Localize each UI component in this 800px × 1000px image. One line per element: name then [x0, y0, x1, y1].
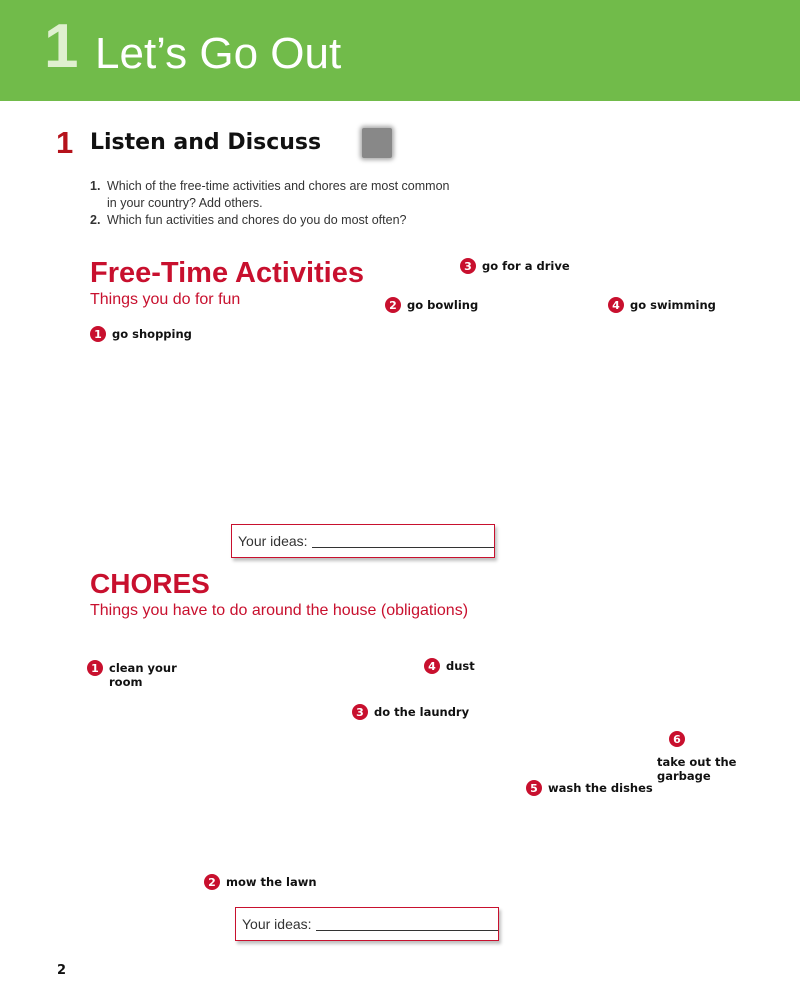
chore-item: [87, 660, 207, 689]
number-badge: 1: [87, 660, 103, 676]
instruction-item: [90, 212, 450, 229]
instruction-item: [90, 178, 450, 212]
activity-label: go for a drive: [482, 259, 570, 273]
chore-label: dust: [446, 659, 475, 673]
instructions: [90, 178, 450, 229]
unit-header: [0, 0, 800, 101]
number-badge: 2: [204, 874, 220, 890]
activity-item: [460, 258, 570, 274]
number-badge: 6: [669, 731, 685, 747]
number-badge: 4: [424, 658, 440, 674]
your-ideas-label: Your ideas:: [238, 533, 308, 549]
chore-item: [204, 874, 317, 890]
instruction-number: 2.: [90, 213, 101, 227]
section-number: 1: [56, 125, 74, 160]
chore-label: clean your room: [109, 661, 177, 689]
number-badge: 5: [526, 780, 542, 796]
chores-subheading: Things you have to do around the house (obligations): [90, 602, 469, 619]
number-badge: 3: [460, 258, 476, 274]
chore-item: [424, 658, 475, 674]
audio-icon[interactable]: [362, 128, 392, 158]
your-ideas-label: Your ideas:: [242, 916, 312, 932]
number-badge: 3: [352, 704, 368, 720]
activity-label: go shopping: [112, 327, 192, 341]
activity-label: go bowling: [407, 298, 479, 312]
answer-line[interactable]: [316, 918, 498, 931]
activity-label: go swimming: [630, 298, 716, 312]
free-time-subheading: Things you do for fun: [90, 291, 241, 308]
chore-label: do the laundry: [374, 705, 470, 719]
your-ideas-field[interactable]: [235, 907, 499, 941]
instruction-text: Which fun activities and chores do you do most often?: [107, 213, 407, 227]
chore-label: wash the dishes: [548, 781, 653, 795]
number-badge: 2: [385, 297, 401, 313]
instruction-text: Which of the free-time activities and chores are most common in your country? Add others.: [107, 179, 450, 210]
your-ideas-field[interactable]: [231, 524, 495, 558]
number-badge: 1: [90, 326, 106, 342]
free-time-heading: Free-Time Activities: [90, 257, 364, 289]
section-title: Listen and Discuss: [90, 130, 322, 155]
chore-item: [526, 780, 653, 796]
activity-item: [90, 326, 192, 342]
number-badge: 4: [608, 297, 624, 313]
chore-item: [352, 704, 469, 720]
chore-label: take out the garbage: [657, 755, 737, 783]
instruction-number: 1.: [90, 179, 101, 193]
chores-heading: CHORES: [90, 568, 210, 599]
activity-item: [385, 297, 478, 313]
unit-title: Let’s Go Out: [95, 29, 342, 78]
page-number: 2: [57, 963, 67, 978]
activity-item: [608, 297, 716, 313]
unit-number: 1: [44, 12, 79, 81]
chore-label: mow the lawn: [226, 875, 317, 889]
answer-line[interactable]: [312, 535, 494, 548]
